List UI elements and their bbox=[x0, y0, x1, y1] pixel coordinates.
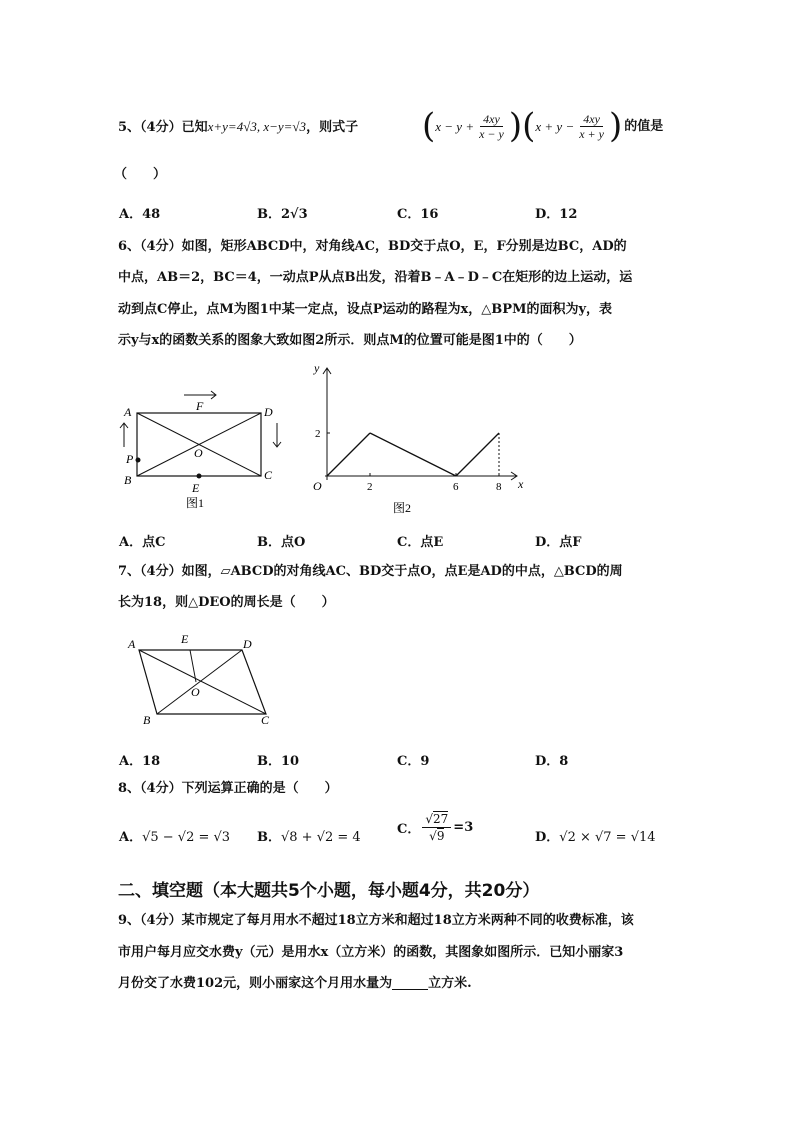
label-a: A bbox=[124, 405, 132, 419]
q7-label-c: C bbox=[261, 713, 270, 727]
q8-number: 8、 bbox=[118, 781, 141, 796]
q9-line-2: 市用户每月应交水费y（元）是用水x（立方米）的函数，其图象如图所示．已知小丽家3 bbox=[118, 945, 624, 960]
point-p bbox=[136, 458, 141, 463]
label-p: P bbox=[126, 452, 134, 466]
q8-option-d-expr: √2 × √7 = √14 bbox=[559, 830, 656, 845]
q6-option-d: D．点F bbox=[535, 535, 582, 550]
series-segment-2 bbox=[370, 433, 456, 476]
figure-1-caption: 图1 bbox=[186, 496, 205, 510]
point-e bbox=[197, 474, 202, 479]
q7-label-e: E bbox=[181, 632, 189, 646]
q6-line-1 bbox=[118, 240, 627, 253]
q9-number: 9、 bbox=[118, 913, 141, 928]
q5-expr-a: x − y + bbox=[435, 118, 475, 134]
q5-option-b: B．2√3 bbox=[257, 207, 308, 222]
q8-option-b: B．√8 + √2 = 4 bbox=[257, 830, 361, 845]
y-axis-label: y bbox=[314, 361, 320, 375]
label-b: B bbox=[124, 473, 132, 487]
q7-label-b: B bbox=[143, 713, 151, 727]
q6-option-b: B．点O bbox=[257, 535, 306, 550]
series-segment-3 bbox=[456, 433, 499, 476]
label-f: F bbox=[196, 399, 204, 413]
series-segment-1 bbox=[327, 433, 370, 476]
figure-2-caption: 图2 bbox=[393, 501, 412, 515]
q5-expression: ( x − y + $\frac{4xy}{x - y}$ ) ( x + y − $\frac{4xy}{x + y}$ ) 的值是 bbox=[422, 106, 664, 146]
q5-frac1: $\frac{4xy}{x - y}$ bbox=[479, 111, 504, 141]
y-tick-label-2: 2 bbox=[315, 428, 321, 440]
q7-line-1 bbox=[118, 565, 623, 578]
q6-line-4: 示y与x的函数关系的图象大致如图2所示．则点M的位置可能是图1中的（ ） bbox=[118, 333, 582, 348]
label-c: C bbox=[264, 468, 273, 482]
q6-option-a: A．点C bbox=[119, 535, 166, 550]
q7-label-d: D bbox=[243, 637, 252, 651]
q5-option-d: D．12 bbox=[535, 207, 578, 222]
q7-option-d: D．8 bbox=[535, 754, 569, 769]
q5-option-c: C．16 bbox=[397, 207, 439, 222]
q6-line-3: 动到点C停止，点M为图1中某一定点，设点P运动的路程为x，△BPM的面积为y，表 bbox=[118, 302, 613, 317]
q8-option-b-expr: √8 + √2 = 4 bbox=[281, 830, 361, 845]
label-e: E bbox=[192, 481, 200, 495]
q5-option-a: A．48 bbox=[119, 207, 161, 222]
q6-line-2: 中点，AB＝2，BC＝4，一动点P从点B出发，沿着B﹣A﹣D﹣C在矩形的边上运动，运 bbox=[118, 270, 633, 285]
q5-condition: x+y=4√3, x−y=√3 bbox=[207, 119, 307, 134]
q6-figure-1 bbox=[112, 385, 287, 510]
q8-stem: 下列运算正确的是（ ） bbox=[181, 781, 338, 796]
q6-figure-2 bbox=[305, 360, 530, 520]
q7-option-c: C．9 bbox=[397, 754, 430, 769]
q8-option-a: A．√5 − √2 = √3 bbox=[119, 830, 231, 845]
q7-score: （4分） bbox=[140, 564, 182, 579]
q7-line-2: 长为18，则△DEO的周长是（ ） bbox=[118, 595, 335, 610]
q7-text-1: 如图，▱ABCD的对角线AC、BD交于点O，点E是AD的中点，△BCD的周 bbox=[181, 564, 623, 579]
q9-line-1 bbox=[118, 914, 634, 927]
q8-option-d: D．√2 × √7 = √14 bbox=[535, 830, 656, 845]
q7-figure bbox=[125, 628, 280, 728]
q8-option-c: C． $\frac{√27}{√9}$ =3 bbox=[397, 812, 474, 843]
q9-text-1: 某市规定了每月用水不超过18立方米和超过18立方米两种不同的收费标准，该 bbox=[181, 913, 634, 928]
x-tick-label-2: 2 bbox=[367, 481, 373, 493]
q9-score: （4分） bbox=[140, 913, 182, 928]
q9-text-3: 月份交了水费102元，则小丽家这个月用水量为 bbox=[118, 976, 393, 991]
x-tick-label-8: 8 bbox=[496, 481, 502, 493]
q5-score: （4分） bbox=[140, 120, 182, 135]
x-tick-label-6: 6 bbox=[453, 481, 459, 493]
label-d: D bbox=[264, 405, 273, 419]
q8-option-c-frac: $\frac{√27}{√9}$ bbox=[422, 812, 451, 843]
q5-suffix: 的值是 bbox=[624, 118, 664, 134]
q5-prefix: 已知 bbox=[181, 120, 208, 135]
q9-answer-blank[interactable] bbox=[392, 989, 428, 990]
q9-line-3 bbox=[118, 977, 472, 990]
q5-number: 5、 bbox=[118, 120, 141, 135]
q6-option-c: C．点E bbox=[397, 535, 444, 550]
section-2-heading: 二、填空题（本大题共5个小题，每小题4分，共20分） bbox=[118, 881, 540, 901]
q8-line bbox=[118, 782, 338, 795]
q6-number: 6、 bbox=[118, 239, 141, 254]
q5-frac2: $\frac{4xy}{x + y}$ bbox=[579, 111, 604, 141]
q5-expr-b: x + y − bbox=[535, 118, 575, 134]
q8-option-a-expr: √5 − √2 = √3 bbox=[142, 830, 231, 845]
q7-option-b: B．10 bbox=[257, 754, 300, 769]
q8-option-c-result: =3 bbox=[453, 820, 474, 835]
q6-text-1: 如图，矩形ABCD中，对角线AC，BD交于点O，E，F分别是边BC，AD的 bbox=[181, 239, 627, 254]
q6-score: （4分） bbox=[140, 239, 182, 254]
label-o: O bbox=[194, 446, 203, 460]
q8-score: （4分） bbox=[140, 781, 182, 796]
x-axis-label: x bbox=[518, 477, 524, 491]
q5-line bbox=[118, 120, 358, 134]
q9-tail: 立方米. bbox=[428, 976, 472, 991]
q7-option-a: A．18 bbox=[119, 754, 161, 769]
q5-mid: ，则式子 bbox=[306, 120, 359, 135]
q7-label-o: O bbox=[191, 685, 200, 699]
q7-label-a: A bbox=[128, 637, 136, 651]
q5-bracket: （ ） bbox=[114, 167, 167, 182]
q7-number: 7、 bbox=[118, 564, 141, 579]
origin-label: O bbox=[313, 479, 322, 493]
